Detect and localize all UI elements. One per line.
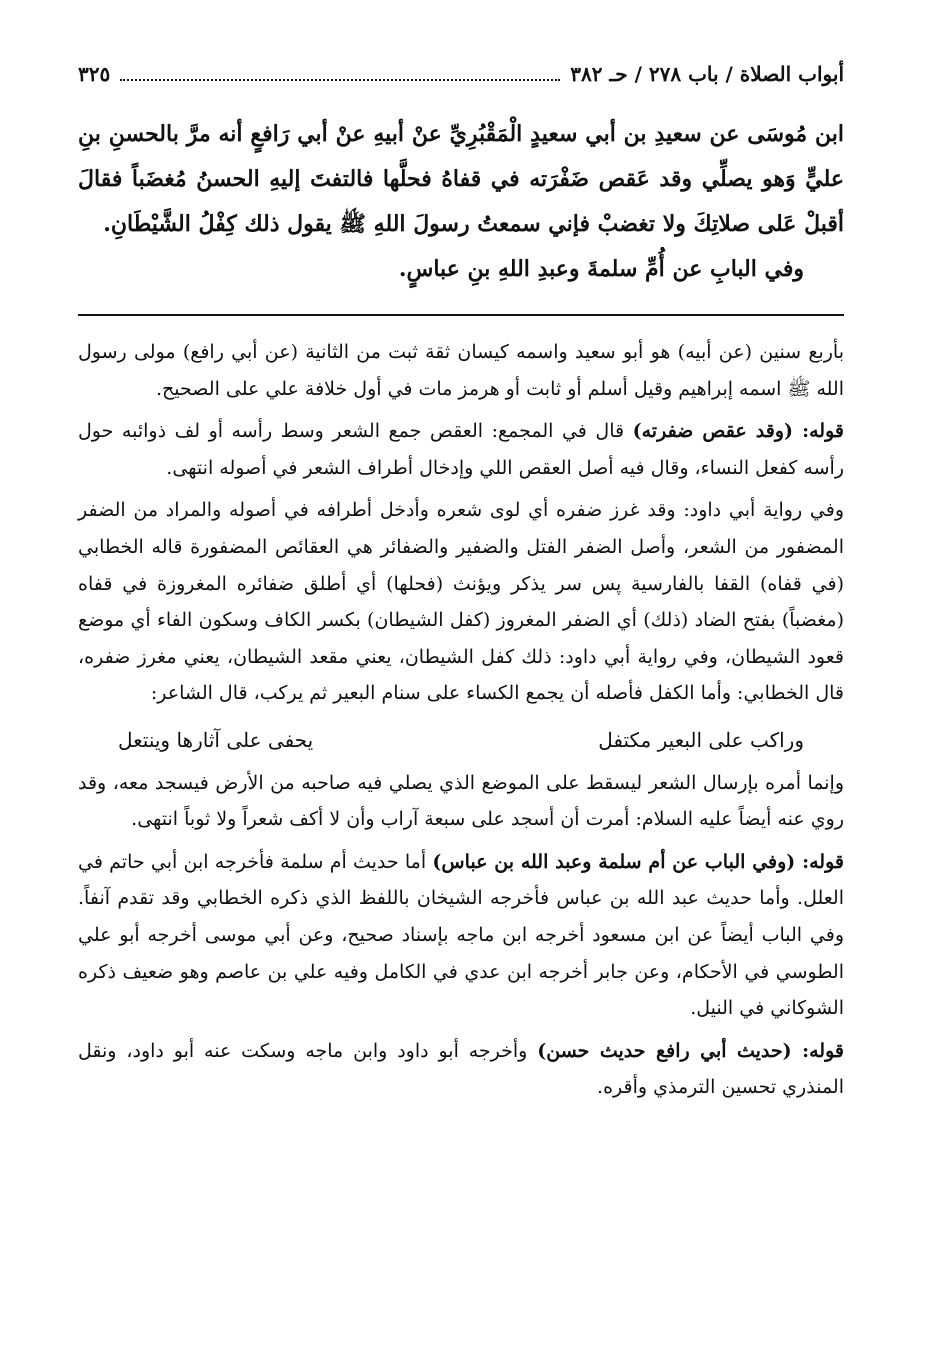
separator-rule [78,314,844,316]
book-page [78,62,844,1312]
commentary-paragraph-6 [78,1033,844,1106]
commentary-text: أما حديث أم سلمة فأخرجه ابن أبي حاتم في العلل. وأما حديث عبد الله بن عباس فأخرجه الشيخان باللفظ الذي ذكره الخطابي وقد تقدم آنفاً. وفي الباب أيضاً عن ابن مسعود أخرجه ابن ماجه بإسناد صحيح، وعن أبي موسى أخرجه أبو علي الطوسي في الأحكام، وعن جابر أخرجه ابن عدي في الكامل وفيه علي بن عاصم وهو ضعيف ذكره الشوكاني في النيل. [78,850,844,1020]
quote-lead: قوله: (حديث أبي رافع حديث حسن) [537,1039,844,1062]
hadith-paragraph: ابن مُوسَى عن سعيدِ بن أبي سعيدٍ الْمَقْبُرِيِّ عنْ أبيهِ عنْ أبي رَافعٍ أنه مرَّ بالحسنِ بنِ عليٍّ وَهو يصلِّي وقد عَقص ضَفْرَته في قفاهُ فحلَّها فالتفتَ إليهِ الحسنُ مُغضَباً فقالَ أقبلْ عَلى صلاتِكَ ولا تغضبْ فإني سمعتُ رسولَ اللهِ ﷺ يقول ذلك كِفْلُ الشَّيْطَانِ. [78,121,844,237]
commentary-paragraph-2 [78,413,844,486]
verse-first-hemistich: وراكب على البعير مكتفل [598,727,804,752]
commentary-text: وأخرجه أبو داود وابن ماجه وسكت عنه أبو داود، ونقل المنذري تحسين الترمذي وأقره. [78,1039,844,1099]
commentary-text: قال في المجمع: العقص جمع الشعر وسط رأسه أو لف ذوائبه حول رأسه كفعل النساء، وقال فيه أصل العقص اللي وإدخال أطراف الشعر في أصوله انتهى. [78,420,844,479]
commentary-paragraph-1: بأربع سنين (عن أبيه) هو أبو سعيد واسمه كيسان ثقة ثبت من الثانية (عن أبي رافع) مولى رسول الله ﷺ اسمه إبراهيم وقيل أسلم أو ثابت أو هرمز مات في أول خلافة علي على الصحيح. [78,341,844,400]
leader-dots [120,78,560,81]
commentary [78,334,844,1106]
chapter-title: أبواب الصلاة / باب ٢٧٨ / حـ ٣٨٢ [570,62,844,86]
running-header [78,62,844,96]
quote-lead: قوله: (وفي الباب عن أم سلمة وعبد الله بن عباس) [432,850,844,873]
bab-note: وفي البابِ عن أُمِّ سلمةَ وعبدِ اللهِ بنِ عباسٍ. [398,256,804,282]
commentary-paragraph-3: وفي رواية أبي داود: وقد غرز ضفره أي لوى شعره وأدخل أطرافه في أصوله والمراد من الضفر المضفور من الشعر، وأصل الضفر الفتل والضفير والضفائر هي العقائص المضفورة قاله الخطابي (في قفاه) القفا بالفارسية پس سر يذكر ويؤنث (فحلها) أي أطلق ضفائره المغروزة في قفاه (مغضباً) بفتح الضاد (ذلك) أي الضفر المغروز (كفل الشيطان) بكسر الكاف وسكون الفاء أي موضع قعود الشيطان، وفي رواية أبي داود: ذلك كفل الشيطان، يعني مقعد الشيطان، يعني مغرز ضفره، قال الخطابي: وأما الكفل فأصله أن يجمع الكساء على سنام البعير ثم يركب، قال الشاعر: [78,499,844,705]
commentary-paragraph-4: وإنما أمره بإرسال الشعر ليسقط على الموضع الذي يصلي فيه صاحبه من الأرض فيسجد معه، وقد روي عنه أيضاً عليه السلام: أمرت أن أسجد على سبعة آراب وأن لا أكف شعراً ولا ثوباً انتهى. [78,771,844,831]
hadith-text [78,112,844,292]
verse-second-hemistich: يحفى على آثارها وينتعل [118,727,314,752]
page-number: ٣٢٥ [78,62,111,86]
commentary-paragraph-5 [78,844,844,1027]
poetry-verse [78,718,844,765]
quote-lead: قوله: (وقد عقص ضفرته) [632,420,844,443]
